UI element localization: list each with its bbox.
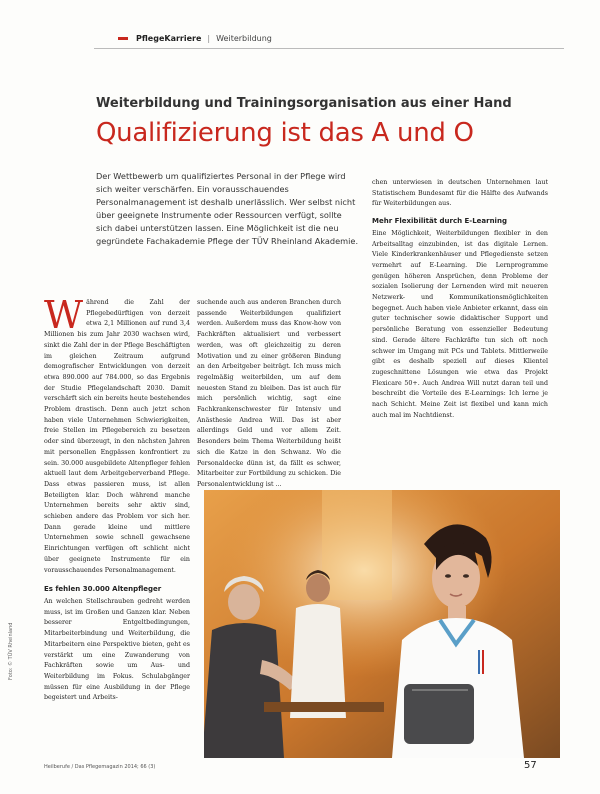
page-footer: Heilberufe / Das Pflegemagazin 2014; 66 (3) xyxy=(44,764,156,770)
text-column-2 xyxy=(197,298,341,491)
column-2-paragraph-1: suchende auch aus anderen Branchen durch passende Weiterbildungen qualifiziert werden. Außerdem muss das Know-how von Fachkräften aktualisiert und verbessert werden, was oft gleichzeitig zu deren Motivation und zu einer größeren Bindung an den Arbeitgeber beiträgt. Ich muss mich regelmäßig weiterbilden, um auf dem neuesten Stand zu bleiben. Das ist auch für mich persönlich wichtig, sagt eine Fachkrankenschwester für Intensiv und Anästhesie Andrea Will. Das ist aber allerdings Geld und vor allem Zeit. Besonders beim Thema Weiterbildung heißt sich die Katze in den Schwanz. Wo die Personaldecke dünn ist, da fällt es schwer, Mitarbeiter zur Fortbildung zu schicken. Die Personalentwicklung ist ... xyxy=(197,299,341,488)
article-kicker: Weiterbildung und Trainingsorganisation aus einer Hand xyxy=(96,96,512,111)
column-1-paragraph-1: ährend die Zahl der Pflegebedürftigen von derzeit etwa 2,1 Millionen auf rund 3,4 Millionen bis zum Jahr 2030 wachsen wird, sinkt die Zahl der in der Pflege Beschäftigten im gleichen Zeitraum aufgrund demografischer Entwicklungen von derzeit etwa 890.000 auf 784.000, so das Ergebnis der Studie Pflegelandschaft 2030. Damit verschärft sich ein bereits heute bestehendes Problem drastisch. Denn auch jetzt schon haben viele Unternehmen Schwierigkeiten, freie Stellen im Pflegebereich zu besetzen oder sind überzeugt, in den nächsten Jahren mit personellen Engpässen konfrontiert zu sein. 30.000 ausgebildete Altenpfleger fehlen aktuell laut dem Arbeitgeberverband Pflege. Dass etwas passieren muss, ist allen Beteiligten klar. Doch während manche Unternehmen bereits sehr aktiv sind, schieben andere das Problem vor sich her. Dann gerade kleine und mittlere Unternehmen sowie schnell gewachsene Einrichtungen verfügen oft schlicht nicht über geeignete Instrumente für ein vorausschauendes Personalmanagement. xyxy=(44,299,190,574)
photo-illustration xyxy=(204,490,560,758)
column-1-paragraph-2: An welchen Stellschrauben gedreht werden muss, ist im Großen und Ganzen klar. Neben besserer Entgeltbedingungen, Mitarbeiterbindung und Weiterbildung, die Mitarbeitern eine Perspektive bieten, geht es verstärkt um eine Zuwanderung von Fachkräften sowie um Aus- und Weiterbildung im Fokus. Schulabgänger müssen für eine Ausbildung in der Pflege begeistert und Arbeits- xyxy=(44,597,190,702)
text-column-3 xyxy=(372,178,548,421)
section-name: PflegeKarriere xyxy=(136,34,202,43)
column-1-subhead: Es fehlen 30.000 Altenpfleger xyxy=(44,585,162,594)
text-column-1 xyxy=(44,293,190,704)
column-3-paragraph-1: chen unterwiesen in deutschen Unternehmen laut Statistischem Bundesamt für die Hälfte des Aufwands für Weiterbildungen aus. xyxy=(372,179,548,208)
section-separator: | xyxy=(207,34,211,43)
nurse-photo xyxy=(204,490,560,758)
article-lead: Der Wettbewerb um qualifiziertes Personal in der Pflege wird sich weiter verschärfen. Ein vorausschauendes Personalmanagement ist deshalb unerlässlich. Wer selbst nicht über geeignete Instrumente oder Ressourcen verfügt, sollte sich dabei unterstützen lassen. Eine Möglichkeit ist die neu gegründete Fachakademie Pflege der TÜV Rheinland Akademie. xyxy=(96,171,359,246)
article-headline: Qualifizierung ist das A und O xyxy=(96,118,474,148)
photo-credit: Foto: © TÜV Rheinland xyxy=(8,622,14,680)
section-marker xyxy=(118,37,128,40)
subsection-name: Weiterbildung xyxy=(216,34,272,43)
column-3-paragraph-2: Eine Möglichkeit, Weiterbildungen flexibler in den Arbeitsalltag einzubinden, ist das digitale Lernen. Viele Kinderkrankenhäuser und Pflegedienste setzen vermehrt auf E-Learning. Die Lernprogramme genügen höheren Ansprüchen, denn Probleme der sozialen Isolierung der Lernenden wird mit neueren Netzwerk- und Kommunikationsmöglichkeiten begegnet. Auch haben viele Anbieter erkannt, dass ein guter technischer sowie didaktischer Support und persönliche Beratung von essenzieller Bedeutung sind. Gerade ältere Fachkräfte tun sich oft noch schwer im Umgang mit PCs und Tablets. Mittlerweile gibt es deshalb speziell auf dieses Klientel zugeschnittene Lösungen wie etwa das Projekt Flexicare 50+. Auch Andrea Will nutzt daran teil und beschreibt die Vorteile des E-Learnings: Ich lerne je nach Schicht. Meine Zeit ist flexibel und kann mich auch mal im Nachtdienst. xyxy=(372,229,548,419)
page-number: 57 xyxy=(524,760,537,771)
drop-cap: W xyxy=(44,293,84,337)
column-3-subhead: Mehr Flexibilität durch E-Learning xyxy=(372,217,507,226)
header-rule xyxy=(94,48,564,49)
section-header xyxy=(118,34,272,43)
